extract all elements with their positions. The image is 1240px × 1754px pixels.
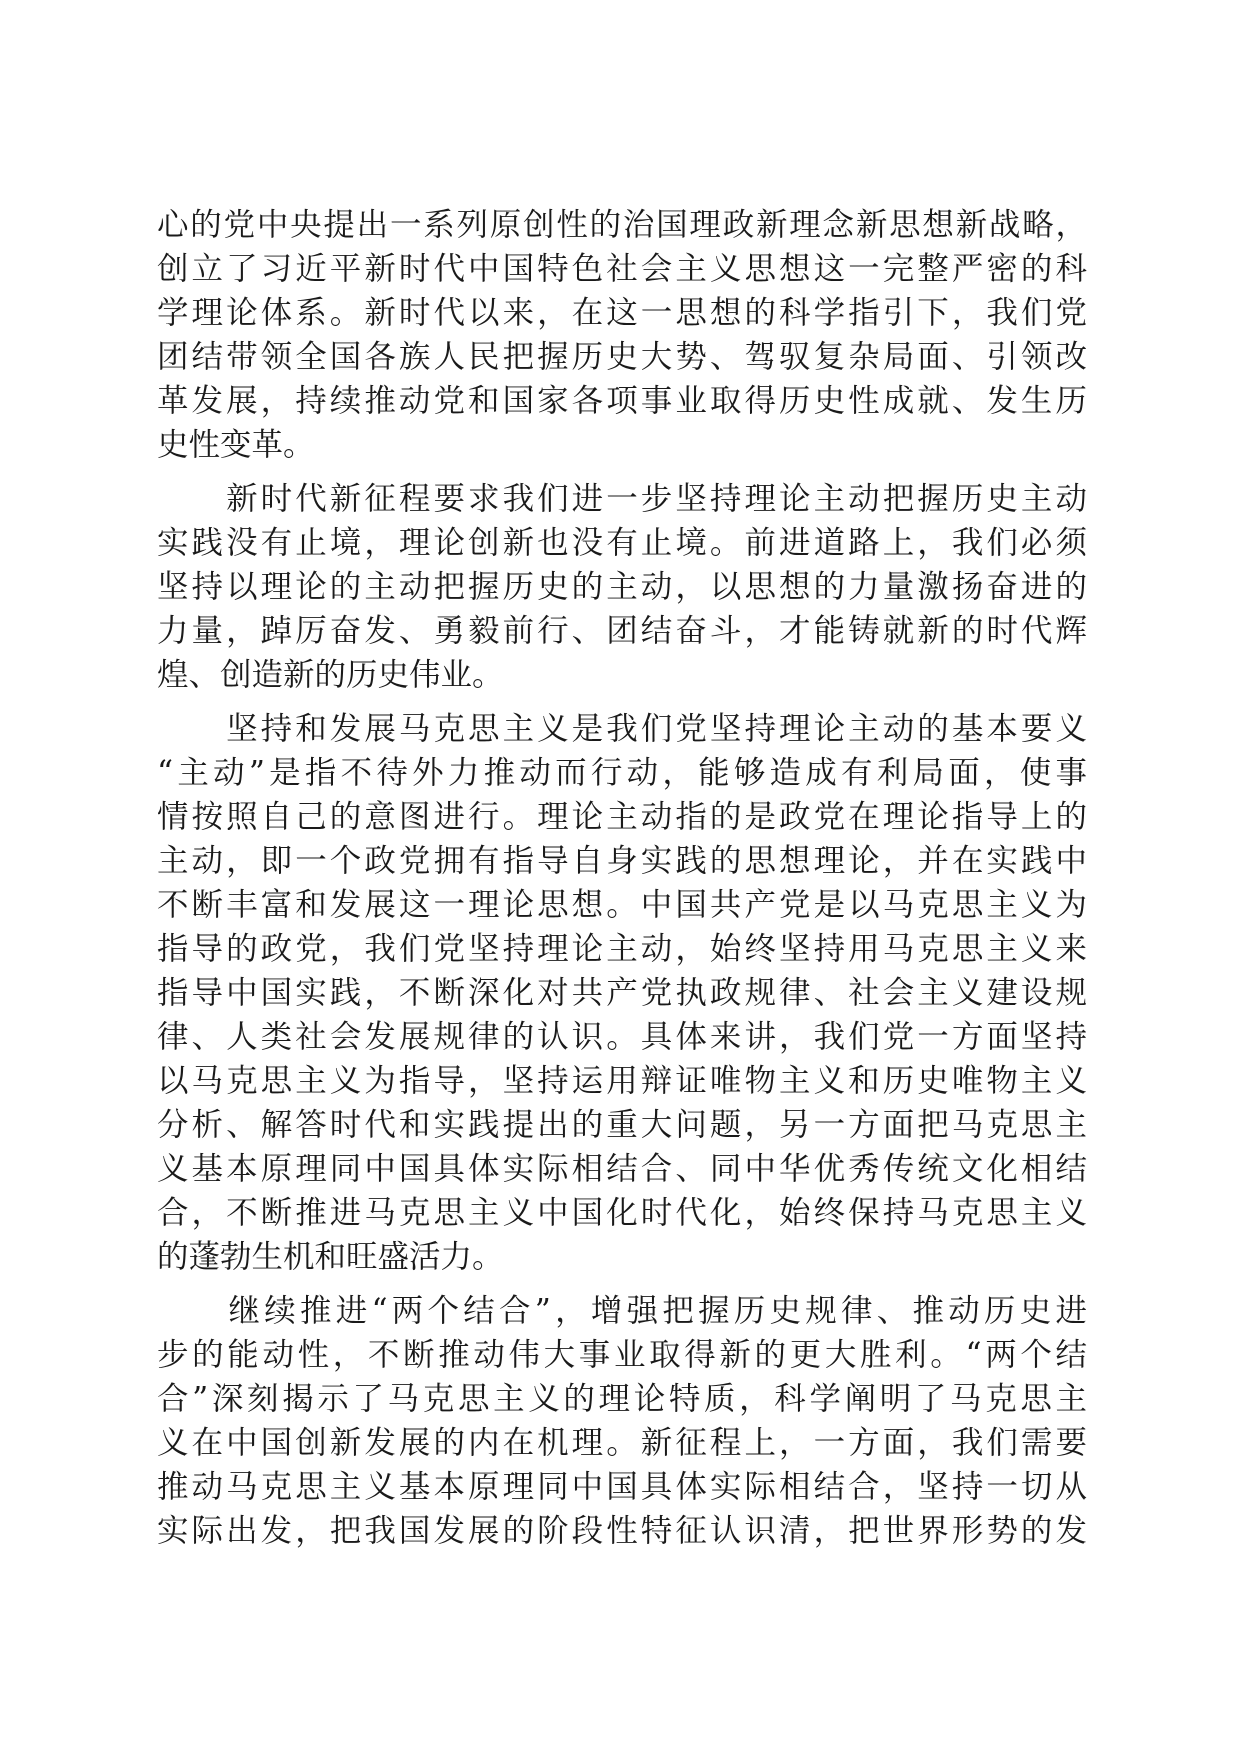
text-line: 情按照自己的意图进行。理论主动指的是政党在理论指导上的 bbox=[157, 799, 1087, 835]
text-line: 不断丰富和发展这一理论思想。中国共产党是以马克思主义为 bbox=[157, 887, 1087, 923]
paragraph-gap bbox=[157, 467, 1087, 477]
text-line: 步的能动性，不断推动伟大事业取得新的更大胜利。“两个结 bbox=[157, 1337, 1087, 1373]
paragraph-gap bbox=[157, 1279, 1087, 1289]
text-line: 义在中国创新发展的内在机理。新征程上，一方面，我们需要 bbox=[157, 1425, 1087, 1461]
text-line: 继续推进“两个结合”，增强把握历史规律、推动历史进 bbox=[157, 1293, 1087, 1329]
text-line: 煌、创造新的历史伟业。 bbox=[157, 657, 504, 693]
text-line: 分析、解答时代和实践提出的重大问题，另一方面把马克思主 bbox=[157, 1107, 1087, 1143]
text-line: 力量，踔厉奋发、勇毅前行、团结奋斗，才能铸就新的时代辉 bbox=[157, 613, 1087, 649]
text-line: 指导中国实践，不断深化对共产党执政规律、社会主义建设规 bbox=[157, 975, 1087, 1011]
text-line: 新时代新征程要求我们进一步坚持理论主动把握历史主动 bbox=[157, 481, 1087, 517]
paragraph-1 bbox=[157, 203, 1087, 467]
paragraph-4 bbox=[157, 1289, 1087, 1553]
text-line: 团结带领全国各族人民把握历史大势、驾驭复杂局面、引领改 bbox=[157, 339, 1087, 375]
body-text bbox=[157, 203, 1087, 1553]
text-line: 合，不断推进马克思主义中国化时代化，始终保持马克思主义 bbox=[157, 1195, 1087, 1231]
text-line: 心的党中央提出一系列原创性的治国理政新理念新思想新战略， bbox=[157, 207, 1087, 243]
text-line: 主动，即一个政党拥有指导自身实践的思想理论，并在实践中 bbox=[157, 843, 1087, 879]
text-line: 义基本原理同中国具体实际相结合、同中华优秀传统文化相结 bbox=[157, 1151, 1087, 1187]
text-line: 合”深刻揭示了马克思主义的理论特质，科学阐明了马克思主 bbox=[157, 1381, 1087, 1417]
text-line: 以马克思主义为指导，坚持运用辩证唯物主义和历史唯物主义 bbox=[157, 1063, 1087, 1099]
text-line: 的蓬勃生机和旺盛活力。 bbox=[157, 1239, 504, 1275]
text-line: 律、人类社会发展规律的认识。具体来讲，我们党一方面坚持 bbox=[157, 1019, 1087, 1055]
text-line: 实践没有止境，理论创新也没有止境。前进道路上，我们必须 bbox=[157, 525, 1087, 561]
text-line: 坚持以理论的主动把握历史的主动，以思想的力量激扬奋进的 bbox=[157, 569, 1087, 605]
paragraph-2 bbox=[157, 477, 1087, 697]
text-line: 推动马克思主义基本原理同中国具体实际相结合，坚持一切从 bbox=[157, 1469, 1087, 1505]
text-line: 学理论体系。新时代以来，在这一思想的科学指引下，我们党 bbox=[157, 295, 1087, 331]
text-line: 实际出发，把我国发展的阶段性特征认识清，把世界形势的发 bbox=[157, 1513, 1087, 1549]
text-line: 革发展，持续推动党和国家各项事业取得历史性成就、发生历 bbox=[157, 383, 1087, 419]
text-line: 创立了习近平新时代中国特色社会主义思想这一完整严密的科 bbox=[157, 251, 1087, 287]
paragraph-3 bbox=[157, 707, 1087, 1279]
text-line: 史性变革。 bbox=[157, 427, 315, 463]
text-line: 坚持和发展马克思主义是我们党坚持理论主动的基本要义 bbox=[157, 711, 1087, 747]
text-line: 指导的政党，我们党坚持理论主动，始终坚持用马克思主义来 bbox=[157, 931, 1087, 967]
text-line: “主动”是指不待外力推动而行动，能够造成有利局面，使事 bbox=[157, 755, 1087, 791]
paragraph-gap bbox=[157, 697, 1087, 707]
